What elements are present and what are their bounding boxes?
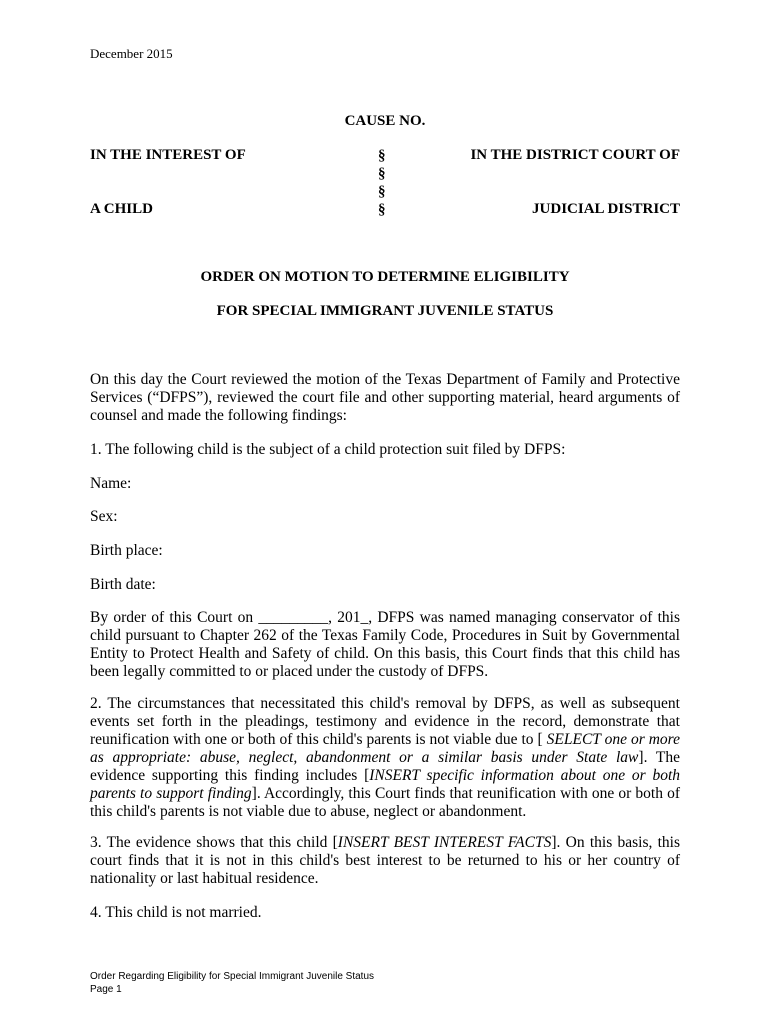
- finding-3-insert-instruction: INSERT BEST INTEREST FACTS: [337, 834, 552, 851]
- finding-3-text: 3. The evidence shows that this child [: [90, 834, 338, 851]
- section-marks-column: [378, 147, 386, 219]
- order-title-line-2: FOR SPECIAL IMMIGRANT JUVENILE STATUS: [216, 303, 554, 319]
- conservator-order-paragraph: By order of this Court on _________, 201_, DFPS was named managing conservator of this child pursuant to Chapter 262 of the Texas Family Code, Procedures in Suit by Governmental Entity to Protect Health and Safety of child. On this basis, this Court finds that this child has been legally committed to or placed under the custody of DFPS.: [90, 609, 680, 680]
- caption-interest-of: IN THE INTEREST OF: [90, 147, 246, 163]
- finding-2-text: ]. Accordingly, this Court finds that reunification with one or both of this child's parents is not viable due to abuse, neglect or abandonment.: [90, 785, 680, 820]
- name-label: Name:: [90, 475, 132, 492]
- finding-3-paragraph: [90, 834, 680, 888]
- birth-place-label: Birth place:: [90, 542, 163, 559]
- finding-1-paragraph: 1. The following child is the subject of a child protection suit filed by DFPS:: [90, 441, 566, 458]
- section-mark: §: [378, 148, 386, 164]
- sex-label: Sex:: [90, 508, 118, 525]
- section-mark: §: [378, 184, 386, 200]
- section-mark: §: [378, 166, 386, 182]
- section-mark: §: [378, 202, 386, 218]
- footer-page-number: Page 1: [90, 984, 122, 995]
- cause-number-label: CAUSE NO.: [344, 113, 426, 129]
- page-footer: [90, 970, 374, 996]
- finding-2-select-instruction: SELECT one or more as appropriate: abuse, neglect, abandonment or a similar basis under State law: [90, 731, 680, 766]
- birth-date-label: Birth date:: [90, 576, 156, 593]
- finding-4-paragraph: 4. This child is not married.: [90, 904, 262, 921]
- order-title-line-1: ORDER ON MOTION TO DETERMINE ELIGIBILITY: [200, 269, 570, 285]
- caption-district-court: IN THE DISTRICT COURT OF: [470, 147, 680, 163]
- finding-2-text: 2. The circumstances that necessitated this child's removal by DFPS, as well as subsequent events set forth in the pleadings, testimony and evidence in the record, demonstrate that reunification with one or both of this child's parents is not viable due to [: [90, 695, 680, 748]
- finding-2-paragraph: [90, 695, 680, 821]
- document-date: December 2015: [90, 46, 173, 61]
- intro-paragraph: On this day the Court reviewed the motion of the Texas Department of Family and Protective Services (“DFPS”), reviewed the court file and other supporting material, heard arguments of counsel and made the following findings:: [90, 371, 680, 424]
- finding-3-text: ]. On this basis, this court finds that it is not in this child's best interest to be returned to his or her country of nationality or last habitual residence.: [90, 834, 680, 887]
- caption-a-child: A CHILD: [90, 201, 153, 217]
- caption-judicial-district: JUDICIAL DISTRICT: [532, 201, 680, 217]
- finding-2-insert-instruction: INSERT specific information about one or both parents to support finding: [90, 767, 680, 802]
- footer-document-title: Order Regarding Eligibility for Special Immigrant Juvenile Status: [90, 971, 375, 982]
- finding-2-text: ]. The evidence supporting this finding includes [: [90, 749, 680, 784]
